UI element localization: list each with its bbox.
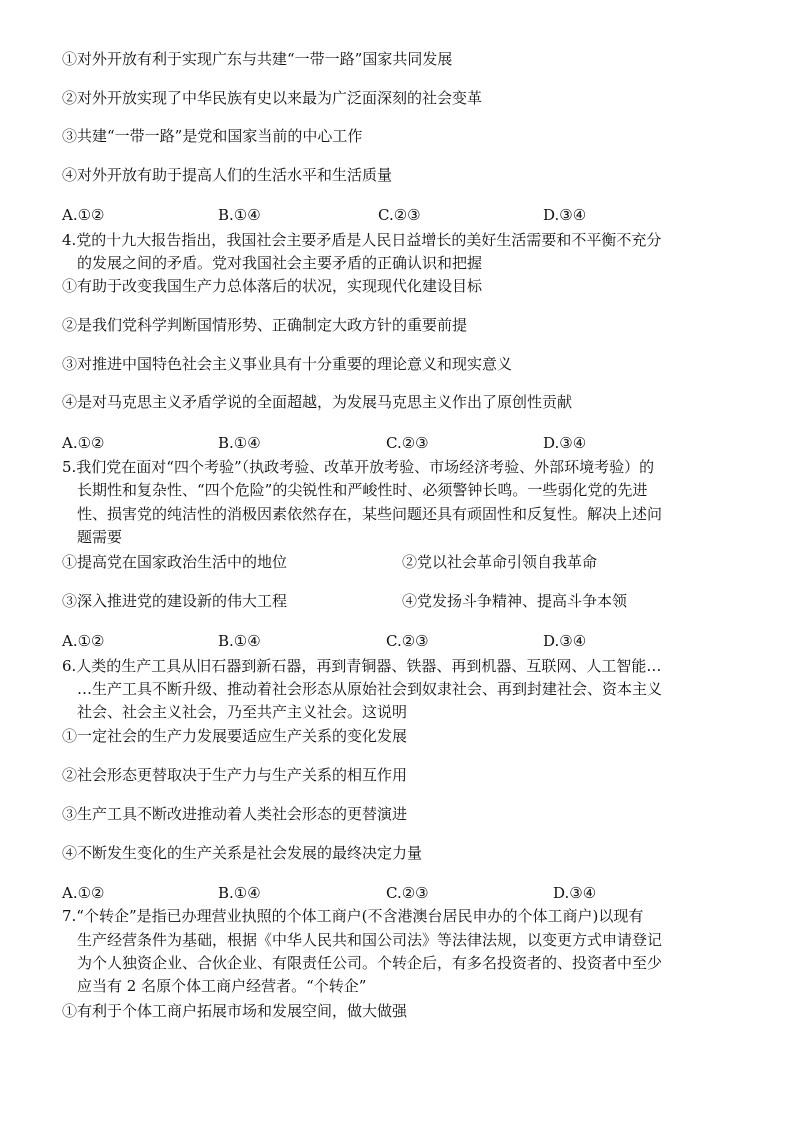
q6-item-2: ②社会形态更替取决于生产力与生产关系的相互作用 — [62, 766, 408, 784]
q4-stem-line-2: 的发展之间的矛盾。党对我国社会主要矛盾的正确认识和把握 — [77, 254, 483, 272]
q4-stem-line-1: 4.党的十九大报告指出，我国社会主要矛盾是人民日益增长的美好生活需要和不平衡不充分 — [62, 231, 662, 249]
q4-choice-c: C.②③ — [386, 434, 429, 452]
q4-item-1: ①有助于改变我国生产力总体落后的状况，实现现代化建设目标 — [62, 277, 483, 295]
q5-item-3: ③深入推进党的建设新的伟大工程 — [62, 592, 288, 610]
q3-item-3: ③共建“一带一路”是党和国家当前的中心工作 — [62, 127, 363, 145]
q5-stem-line-2: 长期性和复杂性、“四个危险”的尖锐性和严峻性时、必须警钟长鸣。一些弱化党的先进 — [77, 481, 648, 499]
q6-choice-a: A.①② — [62, 884, 105, 902]
q7-stem-line-2: 生产经营条件为基础，根据《中华人民共和国公司法》等法律法规，以变更方式申请登记 — [77, 931, 663, 949]
q3-choice-c: C.②③ — [378, 206, 421, 224]
q5-choice-a: A.①② — [62, 632, 105, 650]
q5-choice-d: D.③④ — [543, 632, 587, 650]
q5-stem-line-1: 5.我们党在面对“四个考验”（执政考验、改革开放考验、市场经济考验、外部环境考验）的 — [62, 458, 655, 476]
q3-choice-d: D.③④ — [543, 206, 587, 224]
q5-choice-c: C.②③ — [386, 632, 429, 650]
q6-item-1: ①一定社会的生产力发展要适应生产关系的变化发展 — [62, 727, 408, 745]
q3-choice-b: B.①④ — [218, 206, 261, 224]
q5-item-1: ①提高党在国家政治生活中的地位 — [62, 553, 288, 571]
q7-stem-line-4: 应当有 2 名原个体工商户经营者。“个转企” — [77, 977, 367, 995]
q5-stem-line-4: 题需要 — [77, 528, 123, 546]
q4-item-2: ②是我们党科学判断国情形势、正确制定大政方针的重要前提 — [62, 316, 468, 334]
q4-item-4: ④是对马克思主义矛盾学说的全面超越，为发展马克思主义作出了原创性贡献 — [62, 393, 573, 411]
q6-stem-line-2: …生产工具不断升级、推动着社会形态从原始社会到奴隶社会、再到封建社会、资本主义 — [77, 680, 663, 698]
q6-choice-c: C.②③ — [386, 884, 429, 902]
q6-choice-d: D.③④ — [553, 884, 597, 902]
q4-choice-a: A.①② — [62, 434, 105, 452]
q3-item-1: ①对外开放有利于实现广东与共建“一带一路”国家共同发展 — [62, 50, 453, 68]
q5-stem-line-3: 性、损害党的纯洁性的消极因素依然存在，某些问题还具有顽固性和反复性。解决上述问 — [77, 505, 663, 523]
q7-stem-line-1: 7.“个转企”是指已办理营业执照的个体工商户(不含港澳台居民申办的个体工商户)以现有 — [62, 907, 644, 925]
q7-item-1: ①有利于个体工商户拓展市场和发展空间，做大做强 — [62, 1002, 408, 1020]
q4-choice-d: D.③④ — [543, 434, 587, 452]
q4-choice-b: B.①④ — [218, 434, 261, 452]
q5-item-2: ②党以社会革命引领自我革命 — [402, 553, 598, 571]
q4-item-3: ③对推进中国特色社会主义事业具有十分重要的理论意义和现实意义 — [62, 355, 513, 373]
q3-choice-a: A.①② — [62, 206, 105, 224]
q6-stem-line-3: 社会、社会主义社会，乃至共产主义社会。这说明 — [77, 703, 408, 721]
q6-choice-b: B.①④ — [218, 884, 261, 902]
q5-item-4: ④党发扬斗争精神、提高斗争本领 — [402, 592, 628, 610]
q5-choice-b: B.①④ — [218, 632, 261, 650]
q3-item-2: ②对外开放实现了中华民族有史以来最为广泛面深刻的社会变革 — [62, 89, 483, 107]
q6-item-4: ④不断发生变化的生产关系是社会发展的最终决定力量 — [62, 844, 423, 862]
q7-stem-line-3: 为个人独资企业、合伙企业、有限责任公司。个转企后，有多名投资者的、投资者中至少 — [77, 954, 663, 972]
q6-stem-line-1: 6.人类的生产工具从旧石器到新石器，再到青铜器、铁器、再到机器、互联网、人工智能… — [62, 657, 662, 675]
q3-item-4: ④对外开放有助于提高人们的生活水平和生活质量 — [62, 166, 393, 184]
q6-item-3: ③生产工具不断改进推动着人类社会形态的更替演进 — [62, 805, 408, 823]
